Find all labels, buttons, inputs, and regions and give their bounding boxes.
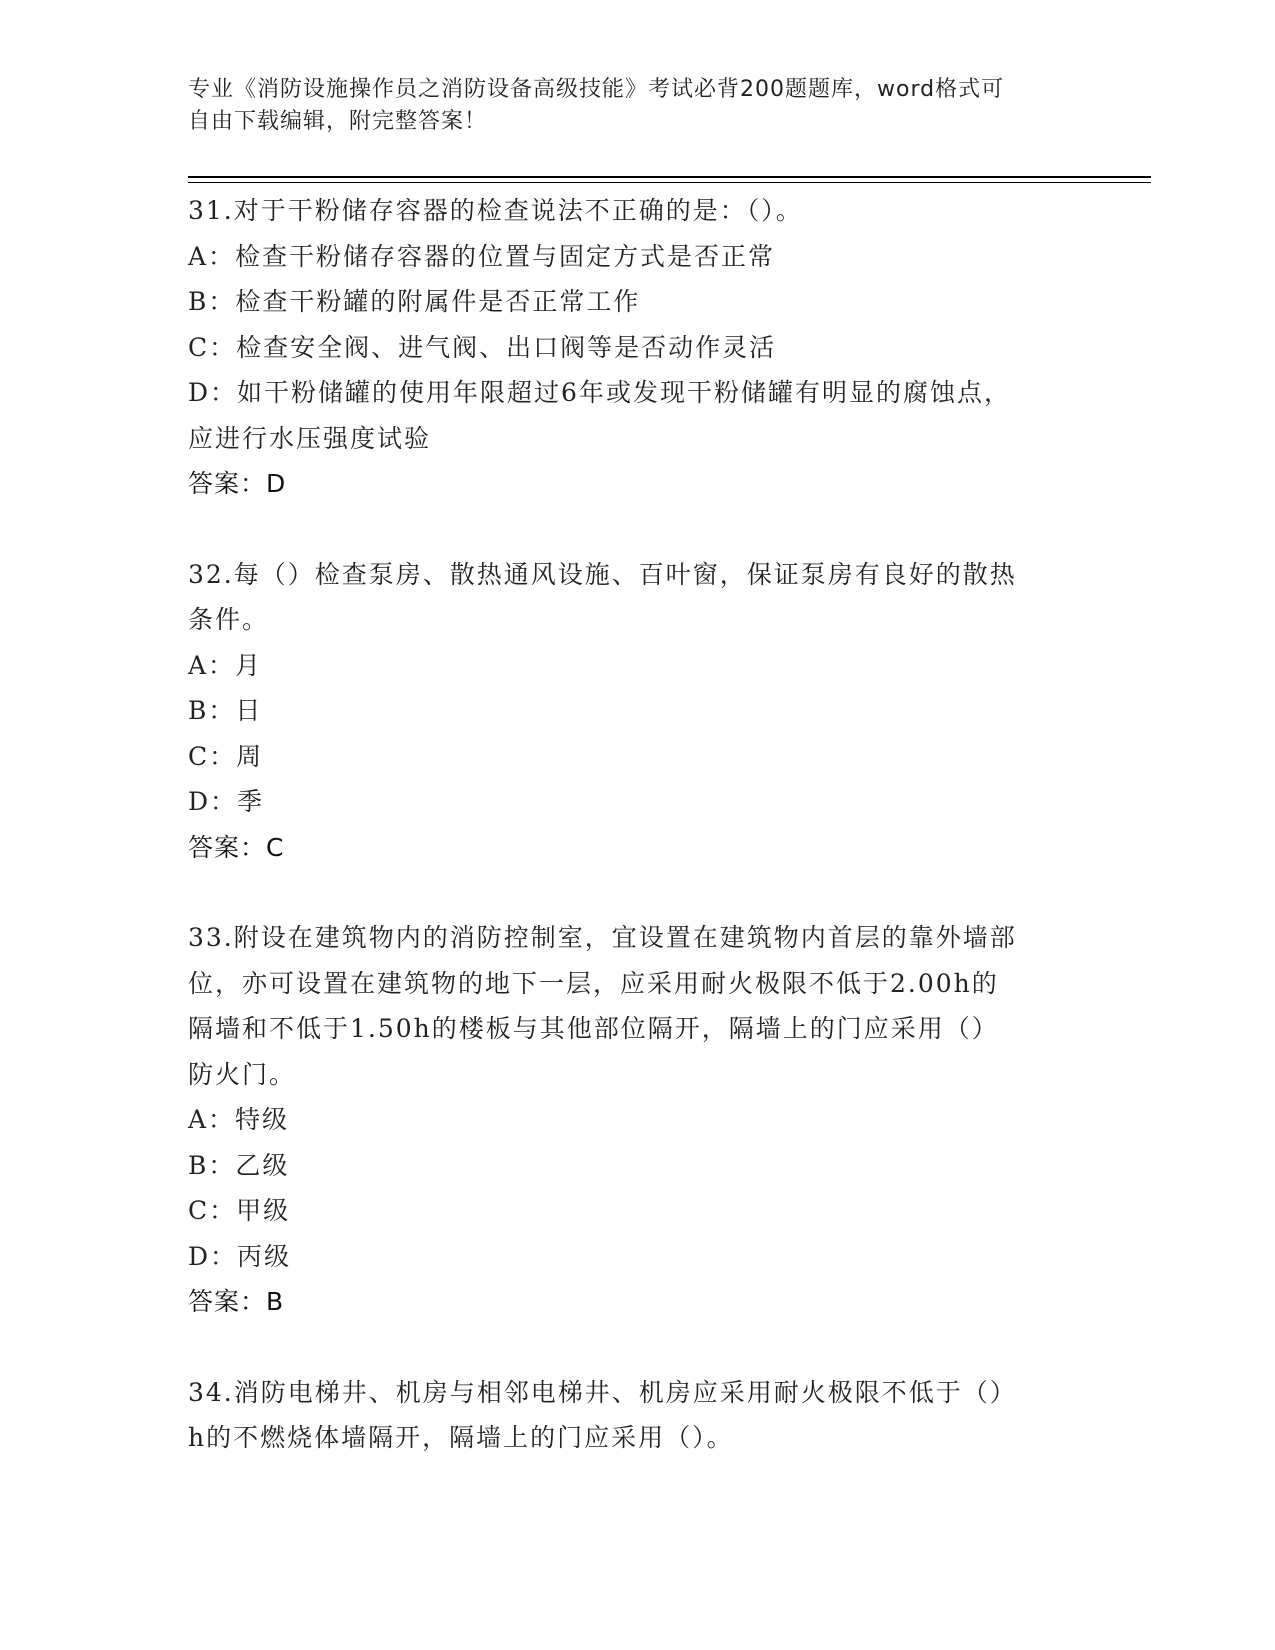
question-31 bbox=[188, 188, 1088, 507]
option-b: B：乙级 bbox=[188, 1150, 290, 1180]
header-divider-thick bbox=[188, 176, 1151, 178]
option-c: C：检查安全阀、进气阀、出口阀等是否动作灵活 bbox=[188, 332, 777, 362]
question-text: 31.对于干粉储存容器的检查说法不正确的是：（）。 bbox=[188, 196, 803, 225]
option-a: A：月 bbox=[188, 650, 263, 680]
option-b: B：检查干粉罐的附属件是否正常工作 bbox=[188, 287, 641, 316]
question-text-continued: h的不燃烧体墙隔开，隔墙上的门应采用（）。 bbox=[188, 1423, 734, 1452]
option-a: A：特级 bbox=[188, 1105, 290, 1134]
option-d: D：如干粉储罐的使用年限超过6年或发现干粉储罐有明显的腐蚀点， bbox=[188, 378, 1011, 407]
header-line-2: 自由下载编辑，附完整答案！ bbox=[188, 109, 488, 134]
option-d: D：季 bbox=[188, 787, 265, 816]
option-d-continued: 应进行水压强度试验 bbox=[188, 423, 432, 453]
option-a: A：检查干粉储存容器的位置与固定方式是否正常 bbox=[188, 241, 776, 271]
header-line-1: 专业《消防设施操作员之消防设备高级技能》考试必背200题题库，word格式可 bbox=[188, 77, 1005, 102]
option-d: D：丙级 bbox=[188, 1241, 292, 1271]
question-text-continued: 防火门。 bbox=[188, 1059, 297, 1089]
option-c: C：周 bbox=[188, 741, 264, 771]
question-text-continued: 条件。 bbox=[188, 605, 270, 634]
answer-label: 答案：C bbox=[188, 832, 285, 862]
question-32 bbox=[188, 552, 1088, 871]
question-33 bbox=[188, 915, 1088, 1325]
option-b: B：日 bbox=[188, 696, 263, 725]
document-header bbox=[188, 74, 1068, 138]
option-c: C：甲级 bbox=[188, 1196, 291, 1225]
question-text: 34.消防电梯井、机房与相邻电梯井、机房应采用耐火极限不低于（） bbox=[188, 1377, 1017, 1407]
question-text: 32.每（）检查泵房、散热通风设施、百叶窗，保证泵房有良好的散热 bbox=[188, 559, 1017, 589]
header-divider-thin bbox=[188, 182, 1151, 183]
answer-label: 答案：D bbox=[188, 469, 287, 498]
question-text: 33.附设在建筑物内的消防控制室，宜设置在建筑物内首层的靠外墙部 bbox=[188, 923, 1017, 952]
question-34 bbox=[188, 1370, 1088, 1461]
answer-label: 答案：B bbox=[188, 1287, 285, 1316]
question-text-continued: 隔墙和不低于1.50h的楼板与其他部位隔开，隔墙上的门应采用（） bbox=[188, 1014, 999, 1043]
question-list bbox=[188, 188, 1088, 1506]
question-text-continued: 位，亦可设置在建筑物的地下一层，应采用耐火极限不低于2.00h的 bbox=[188, 968, 999, 998]
